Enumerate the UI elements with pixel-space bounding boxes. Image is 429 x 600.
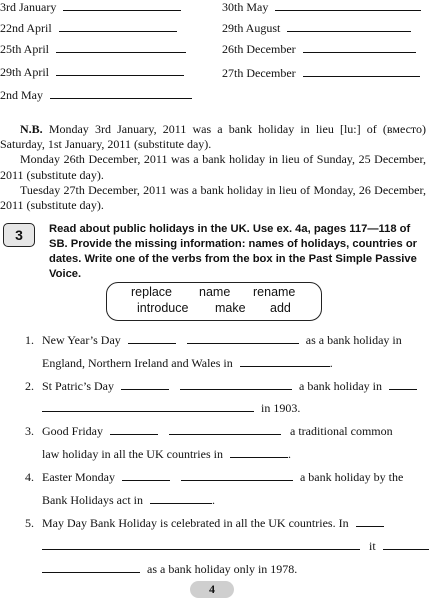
date-label: 2nd May (0, 88, 43, 102)
exercise-instruction: Read about public holidays in the UK. Use ex. 4a, pages 117—118 of SB. Provide the missing information: names of holidays, countries or dates. Write one of the verbs from the box in the Past Simple Passive Voice. (49, 223, 418, 280)
answer-blank[interactable] (180, 380, 292, 390)
answer-blank[interactable] (187, 334, 299, 344)
item-number: 3. (25, 424, 34, 438)
nb-label: N.B. (20, 122, 43, 136)
item-number: 1. (25, 333, 34, 347)
date-label: 29th April (0, 65, 50, 79)
answer-blank[interactable] (303, 43, 416, 53)
holiday-name: Good Friday (42, 424, 103, 438)
date-row (0, 21, 177, 36)
answer-blank[interactable] (389, 380, 417, 390)
date-row (0, 0, 181, 15)
exercise-item-continued (42, 356, 333, 371)
date-label: 30th May (222, 0, 269, 14)
answer-blank[interactable] (42, 540, 360, 550)
item-text: it (369, 539, 376, 553)
date-label: 29th August (222, 21, 281, 35)
answer-blank[interactable] (56, 66, 184, 76)
item-text: a bank holiday in (299, 379, 382, 393)
holiday-name: Easter Monday (42, 470, 115, 484)
answer-blank[interactable] (275, 1, 421, 11)
verb-box (106, 282, 322, 321)
exercise-item-continued (42, 539, 429, 554)
date-label: 3rd January (0, 0, 57, 14)
exercise-item-continued (42, 493, 215, 508)
answer-blank[interactable] (303, 67, 420, 77)
answer-blank[interactable] (383, 540, 429, 550)
item-text: . (211, 493, 215, 507)
date-label: 22nd April (0, 21, 52, 35)
item-text: in 1903. (261, 401, 301, 415)
date-row (0, 42, 186, 57)
verb-word: add (270, 301, 291, 315)
answer-blank[interactable] (121, 380, 169, 390)
exercise-number-badge: 3 (3, 223, 35, 247)
answer-blank[interactable] (150, 494, 212, 504)
notes-block (0, 122, 426, 213)
date-row (222, 42, 416, 57)
verb-word: introduce (137, 301, 189, 315)
answer-blank[interactable] (122, 471, 170, 481)
answer-blank[interactable] (240, 357, 330, 367)
exercise-item (25, 470, 403, 485)
date-row (222, 0, 421, 15)
note-paragraph: Monday 26th December, 2011 was a bank holiday in lieu of Sunday, 25 December, 2011 (substitute day). (0, 152, 426, 182)
exercise-item-continued (42, 447, 291, 462)
page-number: 4 (190, 581, 234, 598)
holiday-name: New Year’s Day (42, 333, 121, 347)
item-text: . (287, 447, 291, 461)
verb-word: rename (253, 285, 296, 299)
answer-blank[interactable] (56, 43, 186, 53)
exercise-item (25, 333, 402, 348)
item-text: May Day Bank Holiday is celebrated in all the UK countries. In (42, 516, 349, 530)
answer-blank[interactable] (42, 563, 140, 573)
item-number: 5. (25, 516, 34, 530)
answer-blank[interactable] (50, 89, 192, 99)
answer-blank[interactable] (128, 334, 176, 344)
exercise-item-continued (42, 401, 300, 416)
note-paragraph: Tuesday 27th December, 2011 was a bank holiday in lieu of Monday, 26 December, 2011 (substitute day). (0, 182, 426, 213)
answer-blank[interactable] (110, 425, 158, 435)
exercise-item (25, 516, 384, 531)
item-text: . (329, 356, 333, 370)
answer-blank[interactable] (42, 402, 254, 412)
holiday-name: St Patric’s Day (42, 379, 114, 393)
verb-word: name (199, 285, 231, 299)
note-text: Monday 3rd January, 2011 was a bank holiday in lieu [lu:] of (вместо) Saturday, 1st January, 2011 (substitute day). (0, 122, 426, 152)
item-number: 4. (25, 470, 34, 484)
date-row (0, 65, 184, 80)
item-text: a bank holiday by the (299, 470, 404, 484)
item-text: England, Northern Ireland and Wales in (42, 356, 233, 370)
date-row (222, 21, 411, 36)
item-text: as a bank holiday only in 1978. (147, 562, 298, 576)
date-label: 27th December (222, 66, 296, 80)
answer-blank[interactable] (59, 22, 177, 32)
answer-blank[interactable] (169, 425, 281, 435)
answer-blank[interactable] (181, 471, 293, 481)
verb-word: replace (131, 285, 172, 299)
date-label: 26th December (222, 42, 296, 56)
exercise-item (25, 379, 417, 394)
verb-word: make (215, 301, 246, 315)
answer-blank[interactable] (356, 517, 384, 527)
answer-blank[interactable] (287, 22, 411, 32)
item-text: law holiday in all the UK countries in (42, 447, 223, 461)
date-label: 25th April (0, 42, 50, 56)
date-row (222, 66, 420, 81)
exercise-item (25, 424, 393, 439)
date-row (0, 88, 192, 103)
exercise-item-continued (42, 562, 297, 577)
item-text: as a bank holiday in (305, 333, 402, 347)
item-text: Bank Holidays act in (42, 493, 143, 507)
note-paragraph (0, 122, 426, 152)
answer-blank[interactable] (230, 448, 288, 458)
answer-blank[interactable] (63, 1, 181, 11)
item-number: 2. (25, 379, 34, 393)
item-text: a traditional common (290, 424, 393, 438)
